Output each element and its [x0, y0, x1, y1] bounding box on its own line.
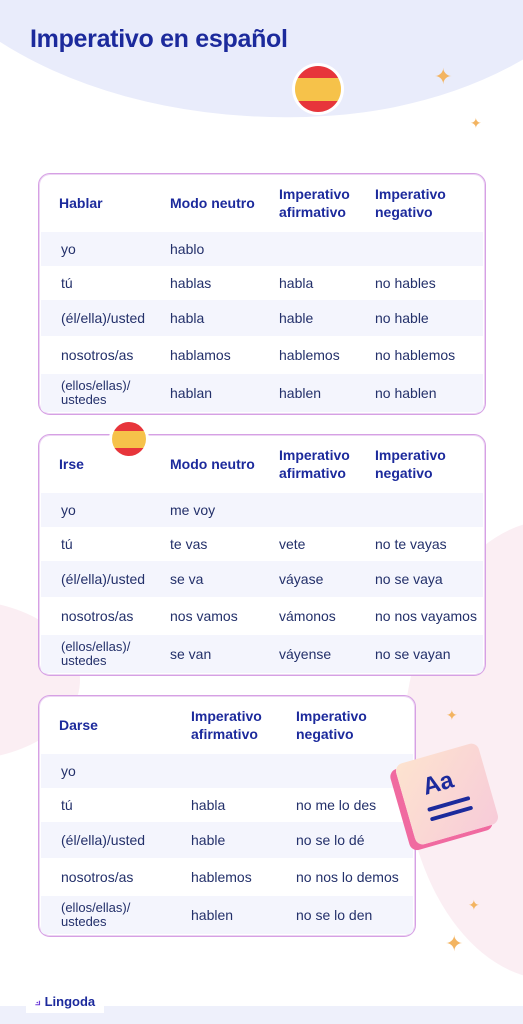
table-row — [41, 597, 483, 635]
pronoun-cell: tú — [61, 797, 73, 813]
negative-cell: no hables — [375, 275, 436, 291]
negative-cell: no hablemos — [375, 347, 456, 363]
pronoun-cell: yo — [61, 763, 76, 779]
table-row — [41, 336, 483, 374]
pronoun-cell: (él/ella)/usted — [61, 571, 146, 587]
negative-cell: no hablen — [375, 385, 437, 401]
affirmative-cell: vámonos — [279, 608, 336, 624]
affirmative-cell: váyase — [279, 571, 324, 587]
header-affirmative: Imperativo afirmativo — [279, 447, 350, 481]
spain-flag-icon — [295, 66, 341, 112]
header-negative: Imperativo negativo — [375, 186, 446, 220]
header-verb: Darse — [59, 717, 98, 733]
sparkle-icon: ✦ — [470, 115, 482, 131]
table-row — [41, 493, 483, 527]
affirmative-cell: habla — [279, 275, 314, 291]
affirmative-cell: váyense — [279, 646, 332, 662]
table-header-row — [41, 174, 483, 232]
table-row — [41, 266, 483, 300]
affirmative-cell: hablemos — [191, 869, 252, 885]
negative-cell: no nos lo demos — [296, 869, 399, 885]
header-affirmative: Imperativo afirmativo — [191, 708, 262, 742]
affirmative-cell: hablen — [191, 907, 234, 923]
header-neutral: Modo neutro — [170, 456, 255, 472]
table-row — [41, 858, 413, 896]
table-row — [41, 300, 483, 336]
neutral-cell: me voy — [170, 502, 216, 518]
negative-cell: no me lo des — [296, 797, 377, 813]
header-neutral: Modo neutro — [170, 195, 255, 211]
sparkle-icon: ✦ — [446, 707, 458, 723]
neutral-cell: hablo — [170, 241, 205, 257]
table-header-row — [41, 435, 483, 493]
affirmative-cell: hable — [191, 832, 226, 848]
table-row — [41, 754, 413, 788]
book-label: Aa — [419, 766, 457, 801]
page-title: Imperativo en español — [30, 25, 288, 53]
table-row — [41, 527, 483, 561]
pronoun-cell: (él/ella)/usted — [61, 832, 146, 848]
negative-cell: no se lo den — [296, 907, 373, 923]
affirmative-cell: hable — [279, 310, 314, 326]
neutral-cell: hablamos — [170, 347, 231, 363]
table-darse — [38, 695, 416, 937]
negative-cell: no te vayas — [375, 536, 447, 552]
brand-logo[interactable] — [26, 989, 104, 1013]
neutral-cell: hablas — [170, 275, 212, 291]
brand-name: Lingoda — [44, 993, 96, 1009]
table-row — [41, 896, 413, 934]
pronoun-cell: (él/ella)/usted — [61, 310, 146, 326]
pronoun-cell: (ellos/ellas)/ ustedes — [61, 900, 131, 929]
pronoun-cell: (ellos/ellas)/ ustedes — [61, 639, 131, 668]
table-row — [41, 635, 483, 673]
negative-cell: no se vaya — [375, 571, 443, 587]
affirmative-cell: hablen — [279, 385, 322, 401]
table-row — [41, 374, 483, 412]
negative-cell: no se lo dé — [296, 832, 365, 848]
pronoun-cell: yo — [61, 502, 76, 518]
pronoun-cell: nosotros/as — [61, 608, 134, 624]
table-hablar — [38, 173, 486, 415]
sparkle-icon: ✦ — [468, 897, 480, 913]
pronoun-cell: yo — [61, 241, 76, 257]
sparkle-icon: ✦ — [434, 64, 453, 89]
pronoun-cell: (ellos/ellas)/ ustedes — [61, 378, 131, 407]
neutral-cell: habla — [170, 310, 205, 326]
neutral-cell: hablan — [170, 385, 213, 401]
spain-flag-icon — [112, 422, 146, 456]
header-negative: Imperativo negativo — [375, 447, 446, 481]
affirmative-cell: hablemos — [279, 347, 340, 363]
neutral-cell: se van — [170, 646, 212, 662]
sparkle-icon: ✦ — [445, 931, 464, 956]
header-verb: Hablar — [59, 195, 103, 211]
header-affirmative: Imperativo afirmativo — [279, 186, 350, 220]
negative-cell: no nos vayamos — [375, 608, 477, 624]
table-row — [41, 788, 413, 822]
pronoun-cell: tú — [61, 536, 73, 552]
affirmative-cell: vete — [279, 536, 306, 552]
table-header-row — [41, 696, 413, 754]
header-negative: Imperativo negativo — [296, 708, 367, 742]
table-row — [41, 822, 413, 858]
pronoun-cell: nosotros/as — [61, 347, 134, 363]
table-row — [41, 232, 483, 266]
lingoda-logo-icon: ⟓ — [34, 993, 41, 1008]
neutral-cell: nos vamos — [170, 608, 238, 624]
header-verb: Irse — [59, 456, 84, 472]
neutral-cell: te vas — [170, 536, 208, 552]
neutral-cell: se va — [170, 571, 204, 587]
pronoun-cell: tú — [61, 275, 73, 291]
pronoun-cell: nosotros/as — [61, 869, 134, 885]
affirmative-cell: habla — [191, 797, 226, 813]
table-irse — [38, 434, 486, 676]
negative-cell: no hable — [375, 310, 429, 326]
negative-cell: no se vayan — [375, 646, 451, 662]
table-row — [41, 561, 483, 597]
